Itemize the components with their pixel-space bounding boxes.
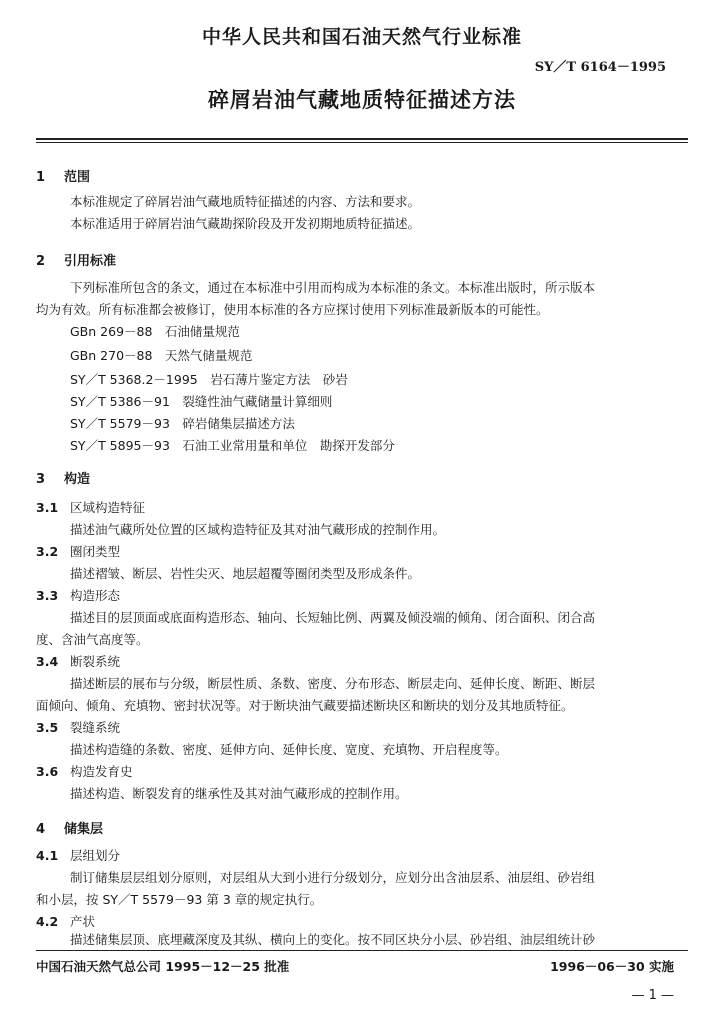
paragraph: 描述构造、断裂发育的继承性及其对油气藏形成的控制作用。 <box>70 786 408 801</box>
page-number: — 1 — <box>631 988 674 1003</box>
approval-note: 中国石油天然气总公司 1995－12－25 批准 <box>36 959 290 974</box>
paragraph: 描述褶皱、断层、岩性尖灭、地层超覆等圈闭类型及形成条件。 <box>70 566 421 581</box>
paragraph: 描述目的层顶面或底面构造形态、轴向、长短轴比例、两翼及倾没端的倾角、闭合面积、闭合高 <box>70 610 596 625</box>
standard-code: SY／T 6164－1995 <box>534 60 666 75</box>
section-title: 构造 <box>64 472 91 487</box>
reference-item: SY／T 5579－93 碎岩储集层描述方法 <box>70 416 295 431</box>
paragraph: 本标准规定了碎屑岩油气藏地质特征描述的内容、方法和要求。 <box>70 194 421 209</box>
paragraph-continuation: 均为有效。所有标准都会被修订，使用本标准的各方应探讨使用下列标准最新版本的可能性。 <box>36 302 549 317</box>
section-number: 2 <box>36 254 46 269</box>
subsection-heading <box>36 912 95 930</box>
subsection-heading <box>36 498 145 516</box>
paragraph-continuation: 度、含油气高度等。 <box>36 632 149 647</box>
subsection-number: 4.2 <box>36 914 59 929</box>
subsection-number: 3.3 <box>36 588 59 603</box>
section-title: 储集层 <box>64 822 104 837</box>
effective-date: 1996－06－30 实施 <box>550 959 674 974</box>
subsection-title: 构造形态 <box>70 588 121 603</box>
paragraph: 描述储集层顶、底埋藏深度及其纵、横向上的变化。按不同区块分小层、砂岩组、油层组统计砂 <box>70 932 596 947</box>
reference-item: GBn 270－88 天然气储量规范 <box>70 348 253 363</box>
document-title: 碎屑岩油气藏地质特征描述方法 <box>208 88 516 112</box>
reference-item: SY／T 5368.2－1995 岩石薄片鉴定方法 砂岩 <box>70 372 348 387</box>
subsection-number: 3.2 <box>36 544 59 559</box>
subsection-heading <box>36 762 133 780</box>
section-heading-4 <box>36 818 103 837</box>
section-heading-2 <box>36 250 116 269</box>
subsection-heading <box>36 542 120 560</box>
subsection-heading <box>36 586 120 604</box>
subsection-number: 3.1 <box>36 500 59 515</box>
subsection-title: 构造发育史 <box>70 764 133 779</box>
section-number: 1 <box>36 170 46 185</box>
subsection-number: 3.4 <box>36 654 59 669</box>
paragraph-continuation: 和小层，按 SY／T 5579－93 第 3 章的规定执行。 <box>36 892 323 907</box>
paragraph: 本标准适用于碎屑岩油气藏勘探阶段及开发初期地质特征描述。 <box>70 216 421 231</box>
subsection-title: 产状 <box>70 914 96 929</box>
subsection-title: 圈闭类型 <box>70 544 121 559</box>
section-title: 引用标准 <box>64 254 117 269</box>
paragraph: 描述断层的展布与分级，断层性质、条数、密度、分布形态、断层走向、延伸长度、断距、断层 <box>70 676 596 691</box>
section-heading-3 <box>36 468 90 487</box>
subsection-title: 区域构造特征 <box>70 500 146 515</box>
subsection-number: 3.5 <box>36 720 59 735</box>
paragraph: 制订储集层层组划分原则，对层组从大到小进行分级划分，应划分出含油层系、油层组、砂岩组 <box>70 870 596 885</box>
subsection-heading <box>36 846 120 864</box>
section-heading-1 <box>36 166 90 185</box>
header-rule-thick <box>36 138 688 140</box>
paragraph-continuation: 面倾向、倾角、充填物、密封状况等。对于断块油气藏要描述断块区和断块的划分及其地质特征。 <box>36 698 574 713</box>
footer-rule <box>36 950 688 951</box>
section-number: 3 <box>36 472 46 487</box>
section-title: 范围 <box>64 170 91 185</box>
section-number: 4 <box>36 822 46 837</box>
reference-item: SY／T 5895－93 石油工业常用量和单位 勘探开发部分 <box>70 438 395 453</box>
subsection-number: 4.1 <box>36 848 59 863</box>
paragraph: 下列标准所包含的条文，通过在本标准中引用而构成为本标准的条文。本标准出版时，所示版本 <box>70 280 596 295</box>
reference-item: GBn 269－88 石油储量规范 <box>70 324 240 339</box>
subsection-heading <box>36 652 120 670</box>
subsection-heading <box>36 718 120 736</box>
paragraph: 描述油气藏所处位置的区域构造特征及其对油气藏形成的控制作用。 <box>70 522 446 537</box>
subsection-title: 层组划分 <box>70 848 121 863</box>
subsection-title: 断裂系统 <box>70 654 121 669</box>
paragraph: 描述构造缝的条数、密度、延伸方向、延伸长度、宽度、充填物、开启程度等。 <box>70 742 508 757</box>
subsection-number: 3.6 <box>36 764 59 779</box>
org-title: 中华人民共和国石油天然气行业标准 <box>201 26 522 48</box>
reference-item: SY／T 5386－91 裂缝性油气藏储量计算细则 <box>70 394 333 409</box>
subsection-title: 裂缝系统 <box>70 720 121 735</box>
header-rule-thin <box>36 142 688 143</box>
